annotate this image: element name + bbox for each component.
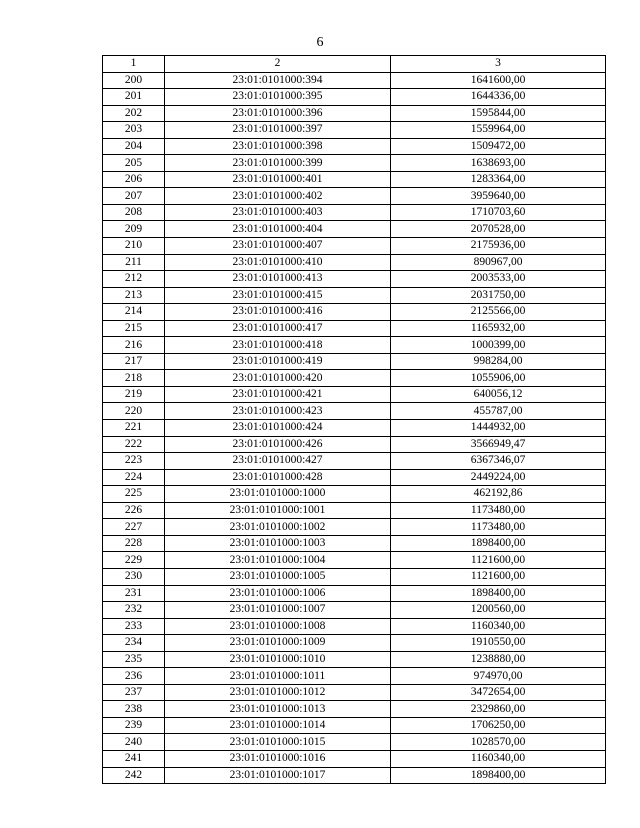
cadastral-number-cell: 23:01:0101000:1004 (165, 552, 391, 569)
table-row (103, 436, 606, 453)
table-row (103, 72, 606, 89)
row-number-cell: 238 (103, 701, 165, 718)
column-header-3: 3 (391, 56, 606, 73)
value-cell: 1238880,00 (391, 651, 606, 668)
row-number-cell: 220 (103, 403, 165, 420)
value-cell: 1055906,00 (391, 370, 606, 387)
table-row (103, 138, 606, 155)
row-number-cell: 212 (103, 271, 165, 288)
cadastral-value-table (102, 55, 606, 784)
value-cell: 1644336,00 (391, 89, 606, 106)
cadastral-number-cell: 23:01:0101000:410 (165, 254, 391, 271)
table-body (103, 72, 606, 784)
table-row (103, 668, 606, 685)
value-cell: 1898400,00 (391, 585, 606, 602)
table-row (103, 585, 606, 602)
table-row (103, 684, 606, 701)
header-row (103, 56, 606, 73)
value-cell: 1028570,00 (391, 734, 606, 751)
cadastral-number-cell: 23:01:0101000:417 (165, 320, 391, 337)
value-cell: 1173480,00 (391, 502, 606, 519)
value-cell: 1160340,00 (391, 750, 606, 767)
cadastral-number-cell: 23:01:0101000:1011 (165, 668, 391, 685)
table-row (103, 519, 606, 536)
row-number-cell: 226 (103, 502, 165, 519)
row-number-cell: 207 (103, 188, 165, 205)
value-cell: 1706250,00 (391, 717, 606, 734)
value-cell: 1160340,00 (391, 618, 606, 635)
table-row (103, 370, 606, 387)
table-row (103, 89, 606, 106)
value-cell: 1898400,00 (391, 767, 606, 784)
row-number-cell: 206 (103, 171, 165, 188)
row-number-cell: 210 (103, 238, 165, 255)
row-number-cell: 236 (103, 668, 165, 685)
cadastral-number-cell: 23:01:0101000:1017 (165, 767, 391, 784)
value-cell: 2070528,00 (391, 221, 606, 238)
row-number-cell: 240 (103, 734, 165, 751)
row-number-cell: 204 (103, 138, 165, 155)
table-row (103, 204, 606, 221)
table-row (103, 304, 606, 321)
cadastral-number-cell: 23:01:0101000:1008 (165, 618, 391, 635)
table-row (103, 568, 606, 585)
table-row (103, 486, 606, 503)
row-number-cell: 218 (103, 370, 165, 387)
table-row (103, 453, 606, 470)
row-number-cell: 233 (103, 618, 165, 635)
row-number-cell: 201 (103, 89, 165, 106)
cadastral-number-cell: 23:01:0101000:426 (165, 436, 391, 453)
value-cell: 2175936,00 (391, 238, 606, 255)
value-cell: 1121600,00 (391, 568, 606, 585)
value-cell: 3472654,00 (391, 684, 606, 701)
cadastral-number-cell: 23:01:0101000:394 (165, 72, 391, 89)
cadastral-number-cell: 23:01:0101000:1010 (165, 651, 391, 668)
table-row (103, 701, 606, 718)
cadastral-number-cell: 23:01:0101000:1016 (165, 750, 391, 767)
row-number-cell: 225 (103, 486, 165, 503)
cadastral-number-cell: 23:01:0101000:1001 (165, 502, 391, 519)
row-number-cell: 237 (103, 684, 165, 701)
table-row (103, 238, 606, 255)
cadastral-number-cell: 23:01:0101000:395 (165, 89, 391, 106)
row-number-cell: 239 (103, 717, 165, 734)
table-row (103, 717, 606, 734)
cadastral-number-cell: 23:01:0101000:424 (165, 420, 391, 437)
table-row (103, 535, 606, 552)
row-number-cell: 227 (103, 519, 165, 536)
cadastral-number-cell: 23:01:0101000:1006 (165, 585, 391, 602)
table-row (103, 287, 606, 304)
row-number-cell: 229 (103, 552, 165, 569)
page-number: 6 (316, 35, 324, 50)
value-cell: 1121600,00 (391, 552, 606, 569)
value-cell: 462192,86 (391, 486, 606, 503)
value-cell: 640056,12 (391, 386, 606, 403)
cadastral-number-cell: 23:01:0101000:1000 (165, 486, 391, 503)
cadastral-number-cell: 23:01:0101000:1013 (165, 701, 391, 718)
table-row (103, 420, 606, 437)
value-cell: 1000399,00 (391, 337, 606, 354)
value-cell: 1595844,00 (391, 105, 606, 122)
cadastral-number-cell: 23:01:0101000:1002 (165, 519, 391, 536)
value-cell: 2329860,00 (391, 701, 606, 718)
cadastral-number-cell: 23:01:0101000:421 (165, 386, 391, 403)
table-row (103, 353, 606, 370)
row-number-cell: 223 (103, 453, 165, 470)
value-cell: 2449224,00 (391, 469, 606, 486)
table-row (103, 602, 606, 619)
row-number-cell: 232 (103, 602, 165, 619)
value-cell: 1559964,00 (391, 122, 606, 139)
row-number-cell: 221 (103, 420, 165, 437)
table-row (103, 155, 606, 172)
cadastral-number-cell: 23:01:0101000:401 (165, 171, 391, 188)
table-row (103, 254, 606, 271)
value-cell: 1710703,60 (391, 204, 606, 221)
table-row (103, 122, 606, 139)
cadastral-number-cell: 23:01:0101000:403 (165, 204, 391, 221)
cadastral-number-cell: 23:01:0101000:1005 (165, 568, 391, 585)
cadastral-number-cell: 23:01:0101000:419 (165, 353, 391, 370)
row-number-cell: 216 (103, 337, 165, 354)
table-row (103, 651, 606, 668)
column-header-1: 1 (103, 56, 165, 73)
row-number-cell: 234 (103, 635, 165, 652)
cadastral-number-cell: 23:01:0101000:1009 (165, 635, 391, 652)
table-row (103, 386, 606, 403)
table-row (103, 635, 606, 652)
cadastral-number-cell: 23:01:0101000:1007 (165, 602, 391, 619)
cadastral-number-cell: 23:01:0101000:1014 (165, 717, 391, 734)
cadastral-number-cell: 23:01:0101000:423 (165, 403, 391, 420)
table-row (103, 469, 606, 486)
table-row (103, 171, 606, 188)
row-number-cell: 211 (103, 254, 165, 271)
row-number-cell: 214 (103, 304, 165, 321)
row-number-cell: 209 (103, 221, 165, 238)
cadastral-number-cell: 23:01:0101000:397 (165, 122, 391, 139)
value-cell: 2031750,00 (391, 287, 606, 304)
table-row (103, 750, 606, 767)
value-cell: 890967,00 (391, 254, 606, 271)
value-cell: 1165932,00 (391, 320, 606, 337)
value-cell: 2125566,00 (391, 304, 606, 321)
cadastral-number-cell: 23:01:0101000:413 (165, 271, 391, 288)
value-cell: 1283364,00 (391, 171, 606, 188)
cadastral-number-cell: 23:01:0101000:1015 (165, 734, 391, 751)
row-number-cell: 213 (103, 287, 165, 304)
row-number-cell: 222 (103, 436, 165, 453)
row-number-cell: 228 (103, 535, 165, 552)
column-header-2: 2 (165, 56, 391, 73)
table-row (103, 502, 606, 519)
row-number-cell: 200 (103, 72, 165, 89)
cadastral-number-cell: 23:01:0101000:396 (165, 105, 391, 122)
value-cell: 1200560,00 (391, 602, 606, 619)
value-cell: 1641600,00 (391, 72, 606, 89)
value-cell: 455787,00 (391, 403, 606, 420)
table-header (103, 56, 606, 73)
cadastral-number-cell: 23:01:0101000:428 (165, 469, 391, 486)
cadastral-number-cell: 23:01:0101000:1012 (165, 684, 391, 701)
table-row (103, 552, 606, 569)
row-number-cell: 215 (103, 320, 165, 337)
value-cell: 3566949,47 (391, 436, 606, 453)
row-number-cell: 219 (103, 386, 165, 403)
row-number-cell: 235 (103, 651, 165, 668)
table-row (103, 337, 606, 354)
row-number-cell: 231 (103, 585, 165, 602)
cadastral-number-cell: 23:01:0101000:418 (165, 337, 391, 354)
value-cell: 1898400,00 (391, 535, 606, 552)
cadastral-number-cell: 23:01:0101000:416 (165, 304, 391, 321)
value-cell: 1910550,00 (391, 635, 606, 652)
row-number-cell: 242 (103, 767, 165, 784)
cadastral-number-cell: 23:01:0101000:404 (165, 221, 391, 238)
row-number-cell: 205 (103, 155, 165, 172)
cadastral-number-cell: 23:01:0101000:415 (165, 287, 391, 304)
cadastral-number-cell: 23:01:0101000:399 (165, 155, 391, 172)
value-cell: 3959640,00 (391, 188, 606, 205)
value-cell: 1444932,00 (391, 420, 606, 437)
value-cell: 1173480,00 (391, 519, 606, 536)
cadastral-number-cell: 23:01:0101000:407 (165, 238, 391, 255)
row-number-cell: 224 (103, 469, 165, 486)
table-row (103, 618, 606, 635)
table-row (103, 271, 606, 288)
cadastral-number-cell: 23:01:0101000:1003 (165, 535, 391, 552)
row-number-cell: 203 (103, 122, 165, 139)
row-number-cell: 202 (103, 105, 165, 122)
value-cell: 998284,00 (391, 353, 606, 370)
row-number-cell: 230 (103, 568, 165, 585)
cadastral-number-cell: 23:01:0101000:402 (165, 188, 391, 205)
value-cell: 1638693,00 (391, 155, 606, 172)
row-number-cell: 208 (103, 204, 165, 221)
table-row (103, 105, 606, 122)
cadastral-number-cell: 23:01:0101000:420 (165, 370, 391, 387)
cadastral-number-cell: 23:01:0101000:398 (165, 138, 391, 155)
table-row (103, 320, 606, 337)
table-row (103, 403, 606, 420)
value-cell: 2003533,00 (391, 271, 606, 288)
value-cell: 6367346,07 (391, 453, 606, 470)
table-row (103, 188, 606, 205)
value-cell: 974970,00 (391, 668, 606, 685)
cadastral-number-cell: 23:01:0101000:427 (165, 453, 391, 470)
row-number-cell: 241 (103, 750, 165, 767)
table-row (103, 767, 606, 784)
value-cell: 1509472,00 (391, 138, 606, 155)
row-number-cell: 217 (103, 353, 165, 370)
table-row (103, 734, 606, 751)
table-row (103, 221, 606, 238)
